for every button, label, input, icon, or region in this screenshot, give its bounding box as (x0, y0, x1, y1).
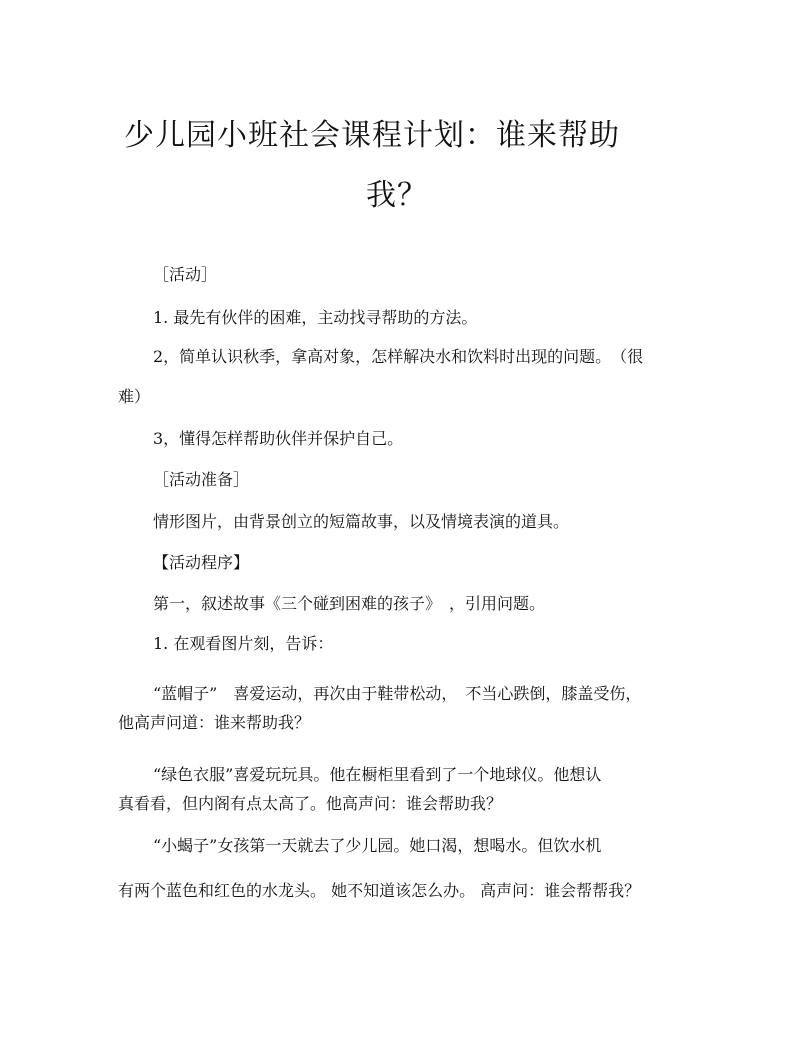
document-title-line-2: 我？ (366, 178, 428, 213)
section-heading-preparation: ［活动准备］ (153, 470, 250, 489)
paragraph-step-1: 第一，叙述故事《三个碰到困难的孩子》 ，引用问题。 (153, 594, 546, 613)
document-title-line-1: 少儿园小班社会课程计划：谁来帮助 (124, 118, 620, 153)
paragraph-goal-3: 3，懂得怎样帮助伙伴并保护自己。 (153, 429, 404, 448)
paragraph-goal-1: 1. 最先有伙伴的困难，主动找寻帮助的方法。 (153, 308, 478, 327)
paragraph-story-blue-hat-continued: 他高声问道：谁来帮助我？ (118, 713, 311, 732)
paragraph-preparation: 情形图片，由背景创立的短篇故事，以及情境表演的道具。 (153, 512, 570, 531)
paragraph-story-green-clothes-continued: 真看看，但内阁有点太高了。他高声问：谁会帮助我？ (118, 794, 503, 813)
paragraph-story-blue-hat: “蓝帽子” 喜爱运动，再次由于鞋带松动， 不当心跌倒，膝盖受伤， (153, 684, 642, 703)
paragraph-story-little-scorpion: “小蝎子”女孩第一天就去了少儿园。她口渴，想喝水。但饮水机 (153, 836, 602, 855)
paragraph-goal-2-continued: 难） (118, 387, 151, 406)
paragraph-story-little-scorpion-continued: 有两个蓝色和红色的水龙头。 她不知道该怎么办。 高声问：谁会帮帮我？ (118, 881, 641, 900)
paragraph-step-1-1: 1. 在观看图片刻，告诉： (153, 634, 334, 653)
paragraph-goal-2: 2，简单认识秋季，拿高对象，怎样解决水和饮料时出现的问题。 （很 (153, 347, 644, 366)
paragraph-story-green-clothes: “绿色衣服”喜爱玩玩具。他在橱柜里看到了一个地球仪。他想认 (153, 765, 602, 784)
section-heading-procedure: 【活动程序】 (153, 553, 250, 572)
section-heading-activity: ［活动］ (153, 265, 218, 284)
